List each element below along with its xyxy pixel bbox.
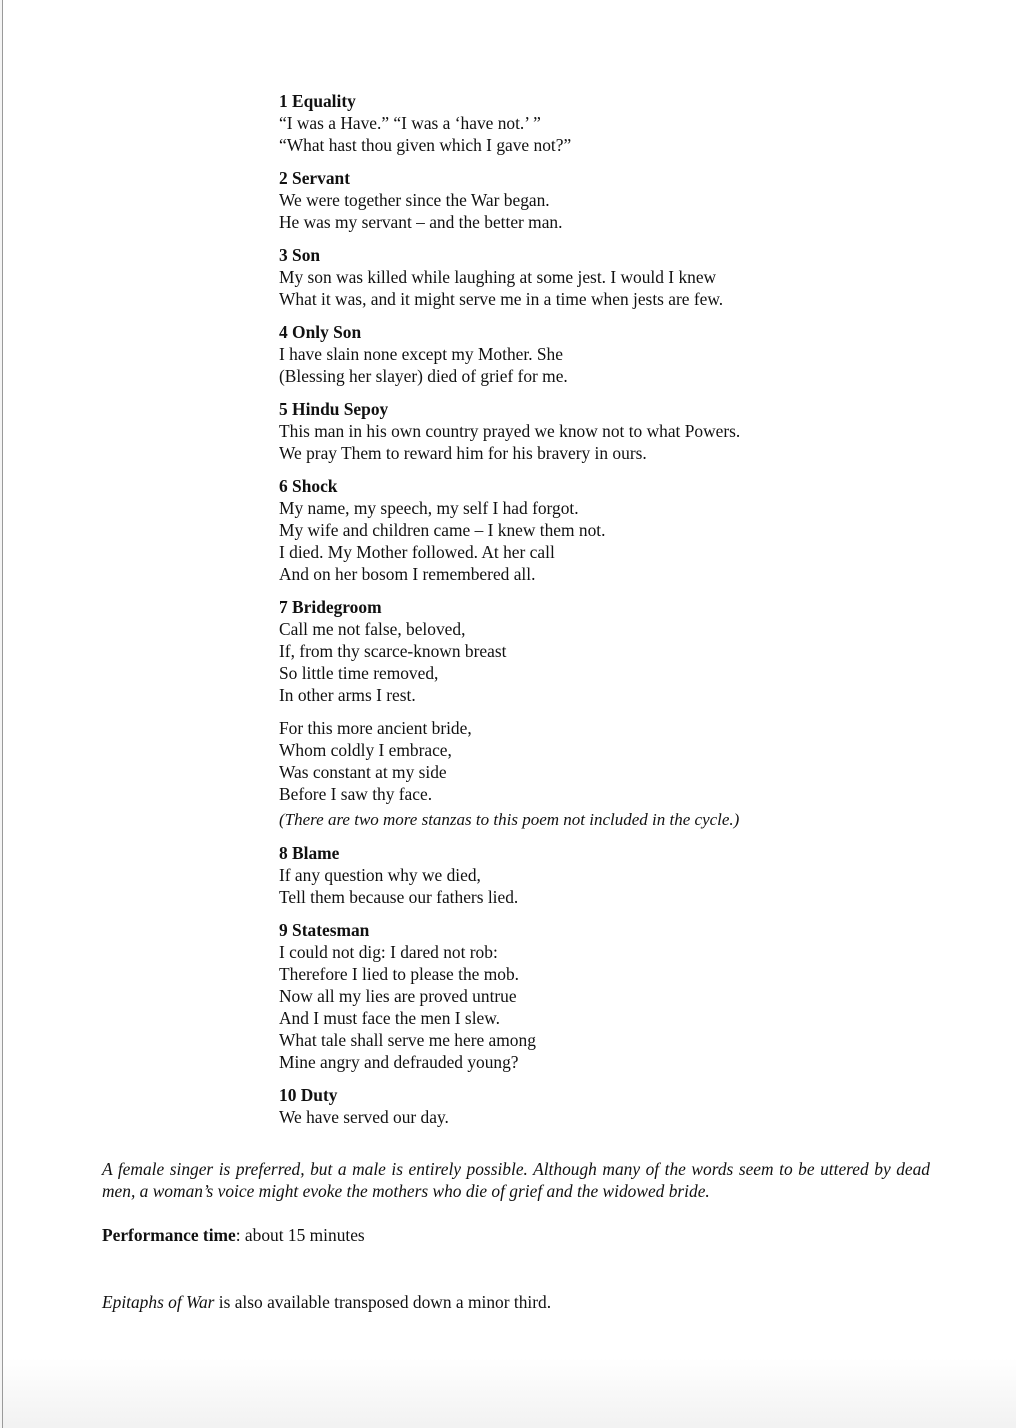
epitaph-title: 4 Only Son bbox=[279, 322, 362, 342]
poem-line: We were together since the War began. bbox=[279, 190, 550, 210]
poem-line: This man in his own country prayed we know not to what Powers. bbox=[279, 421, 741, 441]
poem-line: What tale shall serve me here among bbox=[279, 1030, 536, 1050]
poem-line: We pray Them to reward him for his bravery in ours. bbox=[279, 443, 647, 463]
performance-time-label: Performance time bbox=[102, 1225, 236, 1245]
poem-line: My wife and children came – I knew them not. bbox=[279, 520, 606, 540]
poem-line: So little time removed, bbox=[279, 663, 439, 683]
performance-time-value: : about 15 minutes bbox=[235, 1225, 365, 1245]
poem-line: Whom coldly I embrace, bbox=[279, 740, 452, 760]
epitaph bbox=[279, 596, 959, 831]
performance-time bbox=[102, 1224, 930, 1246]
singer-note: A female singer is preferred, but a male is entirely possible. Although many of the words seem to be uttered by dead men, a woman’s voice might evoke the mothers who die of grief and the widowed bride. bbox=[102, 1159, 930, 1201]
transposition-work-title: Epitaphs of War bbox=[102, 1292, 215, 1312]
document-page bbox=[2, 0, 1016, 1428]
poem-line: Tell them because our fathers lied. bbox=[279, 887, 519, 907]
epitaph bbox=[279, 398, 959, 464]
epitaph-title: 10 Duty bbox=[279, 1085, 338, 1105]
epitaph bbox=[279, 90, 959, 156]
poem-line: I have slain none except my Mother. She bbox=[279, 344, 563, 364]
epitaph bbox=[279, 1084, 959, 1128]
epitaphs-list bbox=[279, 90, 959, 1139]
epitaph bbox=[279, 842, 959, 908]
poem-line: Mine angry and defrauded young? bbox=[279, 1052, 519, 1072]
poem-line: Was constant at my side bbox=[279, 762, 447, 782]
poem-line: Before I saw thy face. bbox=[279, 784, 433, 804]
poem-line: And on her bosom I remembered all. bbox=[279, 564, 536, 584]
epitaph bbox=[279, 919, 959, 1073]
poem-line: (Blessing her slayer) died of grief for me. bbox=[279, 366, 568, 386]
poem-line: He was my servant – and the better man. bbox=[279, 212, 563, 232]
poem-line: What it was, and it might serve me in a time when jests are few. bbox=[279, 289, 724, 309]
poem-line: Therefore I lied to please the mob. bbox=[279, 964, 519, 984]
epitaph-title: 2 Servant bbox=[279, 168, 351, 188]
poem-line: “What hast thou given which I gave not?” bbox=[279, 135, 572, 155]
poem-line: I could not dig: I dared not rob: bbox=[279, 942, 498, 962]
stanza-omission-note: (There are two more stanzas to this poem not included in the cycle.) bbox=[279, 810, 740, 829]
epitaph-title: 6 Shock bbox=[279, 476, 338, 496]
epitaph-title: 9 Statesman bbox=[279, 920, 370, 940]
poem-line: In other arms I rest. bbox=[279, 685, 416, 705]
page-bottom-shade bbox=[3, 1358, 1016, 1428]
epitaph bbox=[279, 321, 959, 387]
epitaph bbox=[279, 244, 959, 310]
epitaph-title: 3 Son bbox=[279, 245, 321, 265]
poem-line: And I must face the men I slew. bbox=[279, 1008, 501, 1028]
poem-line: If, from thy scarce-known breast bbox=[279, 641, 507, 661]
stanza-gap bbox=[279, 706, 959, 717]
epitaph bbox=[279, 167, 959, 233]
poem-line: Now all my lies are proved untrue bbox=[279, 986, 517, 1006]
epitaph-title: 5 Hindu Sepoy bbox=[279, 399, 389, 419]
poem-line: If any question why we died, bbox=[279, 865, 481, 885]
poem-line: My son was killed while laughing at some jest. I would I knew bbox=[279, 267, 717, 287]
transposition-text: is also available transposed down a minor third. bbox=[214, 1292, 552, 1312]
poem-line: For this more ancient bride, bbox=[279, 718, 472, 738]
footer-notes bbox=[102, 1158, 930, 1313]
poem-line: We have served our day. bbox=[279, 1107, 449, 1127]
poem-line: Call me not false, beloved, bbox=[279, 619, 466, 639]
poem-line: I died. My Mother followed. At her call bbox=[279, 542, 555, 562]
epitaph-title: 7 Bridegroom bbox=[279, 597, 382, 617]
epitaph-title: 1 Equality bbox=[279, 91, 356, 111]
transposition-note bbox=[102, 1291, 930, 1313]
epitaph bbox=[279, 475, 959, 585]
epitaph-title: 8 Blame bbox=[279, 843, 340, 863]
poem-line: “I was a Have.” “I was a ‘have not.’ ” bbox=[279, 113, 541, 133]
poem-line: My name, my speech, my self I had forgot. bbox=[279, 498, 579, 518]
